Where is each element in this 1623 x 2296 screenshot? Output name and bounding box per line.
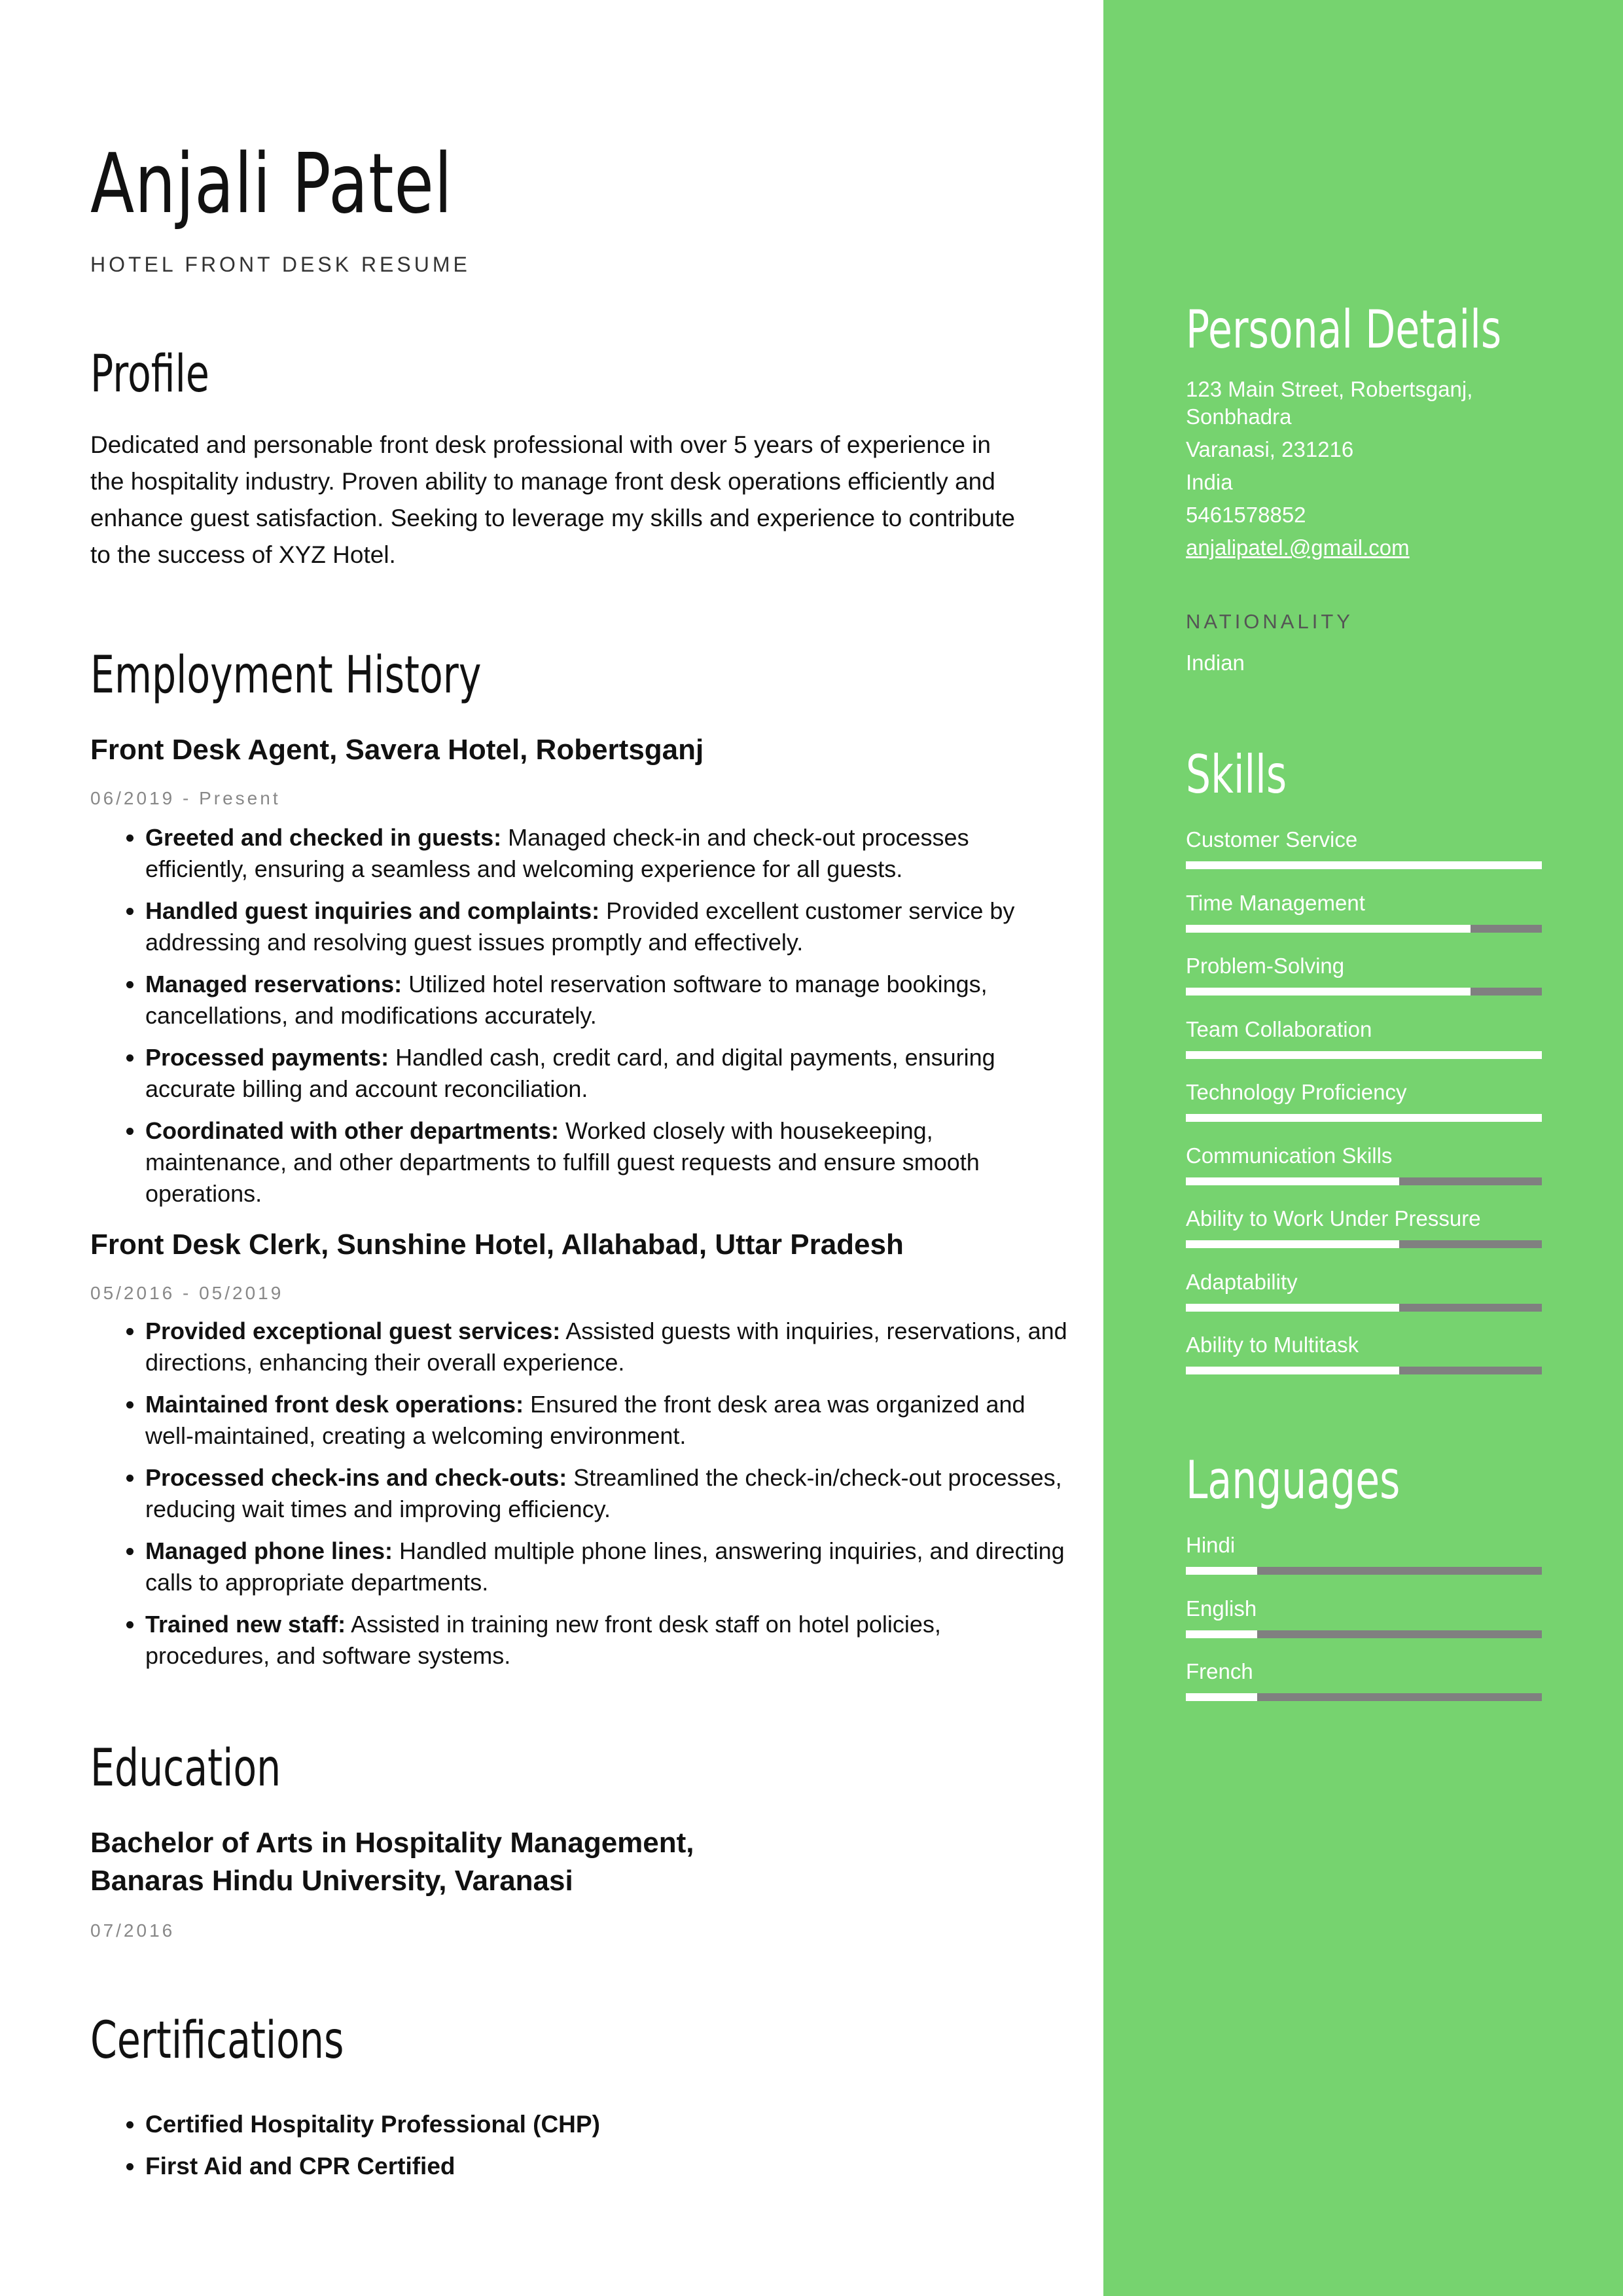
- skill-level-fill: [1186, 925, 1471, 933]
- skill-level-track: [1186, 988, 1542, 996]
- education-date: 07/2016: [90, 1920, 175, 1941]
- skill-label: Problem-Solving: [1186, 954, 1345, 978]
- list-item: • Provided exceptional guest services: Assisted guests with inquiries, reservations, and directions, enhancing their overall experience.: [145, 1316, 1068, 1378]
- city: Varanasi, 231216: [1186, 437, 1354, 461]
- list-item: • Coordinated with other departments: Worked closely with housekeeping, maintenance, and other departments to fulfill guest requests and ensure smooth operations.: [145, 1115, 1068, 1210]
- list-item: • Processed payments: Handled cash, credit card, and digital payments, ensuring accurate billing and account reconciliation.: [145, 1042, 1068, 1105]
- skill-label: Ability to Work Under Pressure: [1186, 1206, 1481, 1230]
- job-dates: 06/2019 - Present: [90, 788, 281, 808]
- skill-label: Technology Proficiency: [1186, 1080, 1407, 1104]
- skill-level-fill: [1186, 1630, 1257, 1638]
- skill-level-fill: [1186, 1693, 1257, 1701]
- skill-level-fill: [1186, 1177, 1399, 1185]
- phone: 5461578852: [1186, 503, 1306, 527]
- certifications-list: [90, 2109, 1068, 2193]
- job-bullets: [90, 1316, 1068, 1682]
- degree-line-1: Bachelor of Arts in Hospitality Management,: [90, 1827, 694, 1859]
- skill-level-track: [1186, 925, 1542, 933]
- list-item: • First Aid and CPR Certified: [145, 2151, 1068, 2182]
- skill-level-fill: [1186, 1304, 1399, 1312]
- skills-heading: Skills: [1186, 744, 1287, 805]
- skill-item: [1186, 1016, 1542, 1043]
- address-line-1: 123 Main Street, Robertsganj,: [1186, 377, 1473, 401]
- personal-details-heading: Personal Details: [1186, 299, 1502, 360]
- education-heading: Education: [90, 1739, 281, 1798]
- job-bullets: [90, 822, 1068, 1220]
- skill-item: [1186, 1595, 1542, 1623]
- skill-level-track: [1186, 1177, 1542, 1185]
- resume-subtitle: HOTEL FRONT DESK RESUME: [90, 253, 471, 276]
- email-link[interactable]: anjalipatel.@gmail.com: [1186, 535, 1410, 560]
- list-item: • Greeted and checked in guests: Managed check-in and check-out processes efficiently, ensuring a seamless and welcoming experience for all guests.: [145, 822, 1068, 885]
- job-title: Front Desk Agent, Savera Hotel, Robertsganj: [90, 734, 704, 766]
- skill-item: [1186, 1142, 1542, 1170]
- profile-text: Dedicated and personable front desk professional with over 5 years of experience in the hospitality industry. Proven ability to manage front desk operations efficiently and enhance guest satisfaction. Seeking to leverage my skills and experience to contribute to the success of XYZ Hotel.: [90, 431, 1015, 568]
- skill-level-track: [1186, 1693, 1542, 1701]
- employment-heading: Employment History: [90, 646, 482, 705]
- skill-level-track: [1186, 861, 1542, 869]
- skill-level-track: [1186, 1240, 1542, 1248]
- skill-level-fill: [1186, 861, 1542, 869]
- skill-level-track: [1186, 1114, 1542, 1122]
- skill-label: Time Management: [1186, 890, 1365, 915]
- list-item: • Managed phone lines: Handled multiple phone lines, answering inquiries, and directing calls to appropriate departments.: [145, 1535, 1068, 1598]
- skill-label: Communication Skills: [1186, 1143, 1393, 1168]
- skill-level-track: [1186, 1051, 1542, 1059]
- skill-item: [1186, 889, 1542, 917]
- skill-item: [1186, 1079, 1542, 1106]
- nationality: Indian: [1186, 651, 1245, 675]
- address-line-2: Sonbhadra: [1186, 404, 1292, 429]
- list-item: • Certified Hospitality Professional (CHP): [145, 2109, 1068, 2140]
- candidate-name: Anjali Patel: [90, 135, 453, 232]
- skill-level-fill: [1186, 988, 1471, 996]
- list-item: • Maintained front desk operations: Ensured the front desk area was organized and well-maintained, creating a welcoming environment.: [145, 1389, 1068, 1452]
- skill-level-track: [1186, 1367, 1542, 1374]
- nationality-label: NATIONALITY: [1186, 610, 1353, 633]
- list-item: • Managed reservations: Utilized hotel reservation software to manage bookings, cancellations, and modifications accurately.: [145, 969, 1068, 1031]
- skill-item: [1186, 1532, 1542, 1559]
- skill-label: Ability to Multitask: [1186, 1333, 1359, 1357]
- skill-level-fill: [1186, 1567, 1257, 1575]
- degree-line-2: Banaras Hindu University, Varanasi: [90, 1865, 573, 1897]
- job-dates: 05/2016 - 05/2019: [90, 1283, 284, 1303]
- country: India: [1186, 470, 1233, 494]
- skill-label: Customer Service: [1186, 827, 1358, 852]
- skill-item: [1186, 826, 1542, 853]
- skill-level-track: [1186, 1304, 1542, 1312]
- skill-label: Hindi: [1186, 1533, 1236, 1557]
- list-item: • Trained new staff: Assisted in training new front desk staff on hotel policies, procedures, and software systems.: [145, 1609, 1068, 1672]
- skill-label: French: [1186, 1659, 1253, 1683]
- skill-level-fill: [1186, 1051, 1542, 1059]
- skill-level-fill: [1186, 1367, 1399, 1374]
- skill-level-fill: [1186, 1114, 1542, 1122]
- skill-label: Team Collaboration: [1186, 1016, 1372, 1041]
- skill-item: [1186, 1331, 1542, 1359]
- skill-item: [1186, 1268, 1542, 1296]
- profile-heading: Profile: [90, 345, 209, 404]
- skill-level-track: [1186, 1567, 1542, 1575]
- skill-label: Adaptability: [1186, 1269, 1298, 1294]
- skill-level-fill: [1186, 1240, 1399, 1248]
- skill-item: [1186, 1205, 1542, 1232]
- skill-item: [1186, 1658, 1542, 1685]
- skill-item: [1186, 952, 1542, 980]
- certifications-heading: Certifications: [90, 2011, 344, 2070]
- list-item: • Processed check-ins and check-outs: Streamlined the check-in/check-out processes, reducing wait times and improving efficiency.: [145, 1462, 1068, 1525]
- list-item: • Handled guest inquiries and complaints: Provided excellent customer service by addressing and resolving guest issues promptly and effectively.: [145, 895, 1068, 958]
- job-title: Front Desk Clerk, Sunshine Hotel, Allahabad, Uttar Pradesh: [90, 1229, 904, 1261]
- email[interactable]: [1186, 534, 1410, 562]
- skill-level-track: [1186, 1630, 1542, 1638]
- skill-label: English: [1186, 1596, 1257, 1621]
- languages-heading: Languages: [1186, 1450, 1400, 1511]
